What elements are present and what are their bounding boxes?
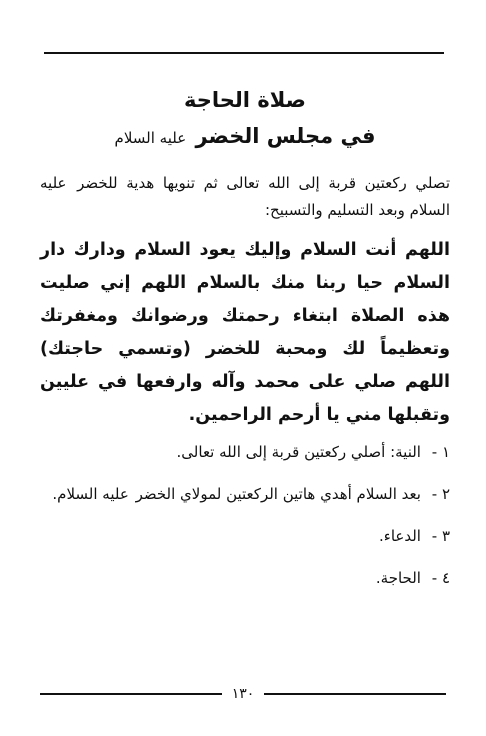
title-line-2: في مجلس الخضر [195, 124, 376, 148]
intro-text-before: تصلي ركعتين قربة إلى الله تعالى ثم تنويها هدية للخضر [77, 174, 450, 192]
page-footer [40, 684, 446, 704]
salutation-mark: عليه السلام [114, 129, 187, 147]
step-text: الحاجة. [375, 569, 421, 587]
step-suffix: . [52, 485, 58, 503]
salutation-mark: عليه السلام [57, 485, 129, 503]
step-number: ٢ - [431, 485, 450, 503]
step-item [40, 436, 450, 468]
title-line-1: صلاة الحاجة [184, 88, 306, 112]
step-number: ٤ - [431, 569, 450, 587]
page-subtitle [40, 118, 450, 156]
steps-list [40, 436, 450, 594]
footer-rule-left [40, 693, 222, 695]
step-number: ٣ - [431, 527, 450, 545]
salutation-mark: عليه السلام [40, 174, 450, 219]
step-text: بعد السلام أهدي هاتين الركعتين لمولاي الخضر [135, 485, 421, 503]
step-text: الدعاء. [379, 527, 421, 545]
footer-rule-right [264, 693, 446, 695]
prayer-text: اللهم أنت السلام وإليك يعود السلام ودارك دار السلام حيا ربنا منك بالسلام اللهم إني صليت هذه الصلاة ابتغاء رحمتك ورضوانك ومغفرتك وتعظيماً لك ومحبة للخضر (وتسمي حاجتك) اللهم صلي على محمد وآله وارفعها في عليين وتقبلها مني يا أرحم الراحمين. [40, 240, 450, 425]
step-item [40, 562, 450, 594]
step-item [40, 478, 450, 510]
page-title [40, 82, 450, 118]
top-rule [44, 52, 444, 54]
step-number: ١ - [431, 443, 450, 461]
intro-paragraph [40, 170, 450, 224]
step-item [40, 520, 450, 552]
step-text: النية: أصلي ركعتين قربة إلى الله تعالى. [176, 443, 421, 461]
intro-text-after: وبعد التسليم والتسبيح: [264, 201, 405, 219]
page-content [40, 82, 450, 604]
page-number: ١٣٠ [231, 686, 255, 702]
